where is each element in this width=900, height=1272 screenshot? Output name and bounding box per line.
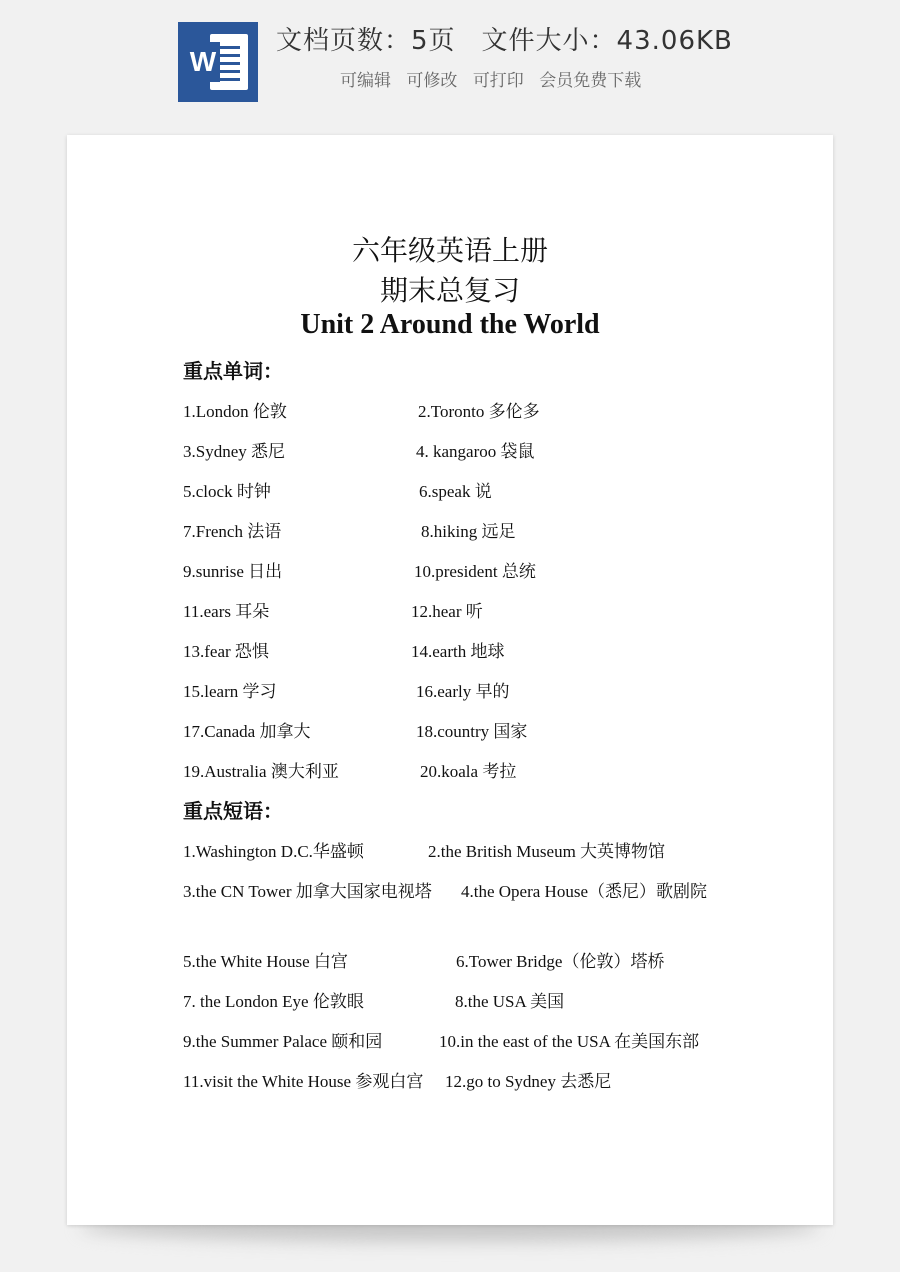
document-features (340, 66, 651, 91)
phrase-item: 10.in the east of the USA 在美国东部 (439, 1032, 700, 1051)
word-item: 10.president 总统 (414, 562, 536, 581)
phrase-item: 4.the Opera House（悉尼）歌剧院 (461, 882, 707, 901)
phrase-item: 6.Tower Bridge（伦敦）塔桥 (456, 952, 665, 971)
feature-editable: 可编辑 (340, 71, 391, 91)
document-page (67, 135, 833, 1225)
word-icon (178, 22, 258, 102)
word-item: 17.Canada 加拿大 (183, 722, 311, 741)
word-item: 19.Australia 澳大利亚 (183, 762, 339, 781)
title-review: 期末总复习 (379, 274, 520, 307)
phrase-item: 1.Washington D.C.华盛顿 (183, 842, 364, 861)
word-item: 20.koala 考拉 (420, 762, 517, 781)
word-item: 18.country 国家 (416, 722, 528, 741)
feature-free-download: 会员免费下载 (539, 71, 642, 91)
phrase-item: 9.the Summer Palace 颐和园 (183, 1032, 383, 1051)
phrase-item: 3.the CN Tower 加拿大国家电视塔 (183, 882, 432, 901)
title-unit: Unit 2 Around the World (300, 309, 600, 340)
download-header (0, 0, 900, 120)
word-item: 15.learn 学习 (183, 682, 277, 701)
word-item: 2.Toronto 多伦多 (418, 402, 540, 421)
word-item: 16.early 早的 (416, 682, 510, 701)
phrase-item: 12.go to Sydney 去悉尼 (445, 1072, 612, 1091)
word-item: 5.clock 时钟 (183, 482, 271, 501)
word-item: 1.London 伦敦 (183, 402, 287, 421)
words-heading: 重点单词： (183, 359, 283, 383)
word-item: 3.Sydney 悉尼 (183, 442, 285, 461)
document-info (276, 20, 733, 57)
phrase-item: 8.the USA 美国 (455, 992, 565, 1011)
word-item: 4. kangaroo 袋鼠 (416, 442, 535, 461)
word-item: 12.hear 听 (411, 602, 483, 621)
word-icon-letter: W (186, 42, 220, 82)
word-item: 6.speak 说 (419, 482, 492, 501)
feature-printable: 可打印 (472, 71, 524, 91)
word-item: 9.sunrise 日出 (183, 562, 283, 581)
phrases-heading: 重点短语： (183, 799, 283, 823)
page-count: 文档页数：5页 (276, 26, 456, 56)
phrase-item: 11.visit the White House 参观白宫 (183, 1072, 424, 1091)
title-grade: 六年级英语上册 (351, 234, 548, 267)
file-size: 文件大小：43.06KB (481, 26, 733, 56)
word-item: 14.earth 地球 (411, 642, 505, 661)
phrase-item: 7. the London Eye 伦敦眼 (183, 992, 364, 1011)
word-item: 11.ears 耳朵 (183, 602, 270, 621)
feature-modifiable: 可修改 (406, 71, 458, 91)
word-item: 7.French 法语 (183, 522, 282, 541)
word-item: 13.fear 恐惧 (183, 642, 269, 661)
phrase-item: 5.the White House 白宫 (183, 952, 348, 971)
phrase-item: 2.the British Museum 大英博物馆 (428, 842, 666, 861)
word-item: 8.hiking 远足 (421, 522, 516, 541)
